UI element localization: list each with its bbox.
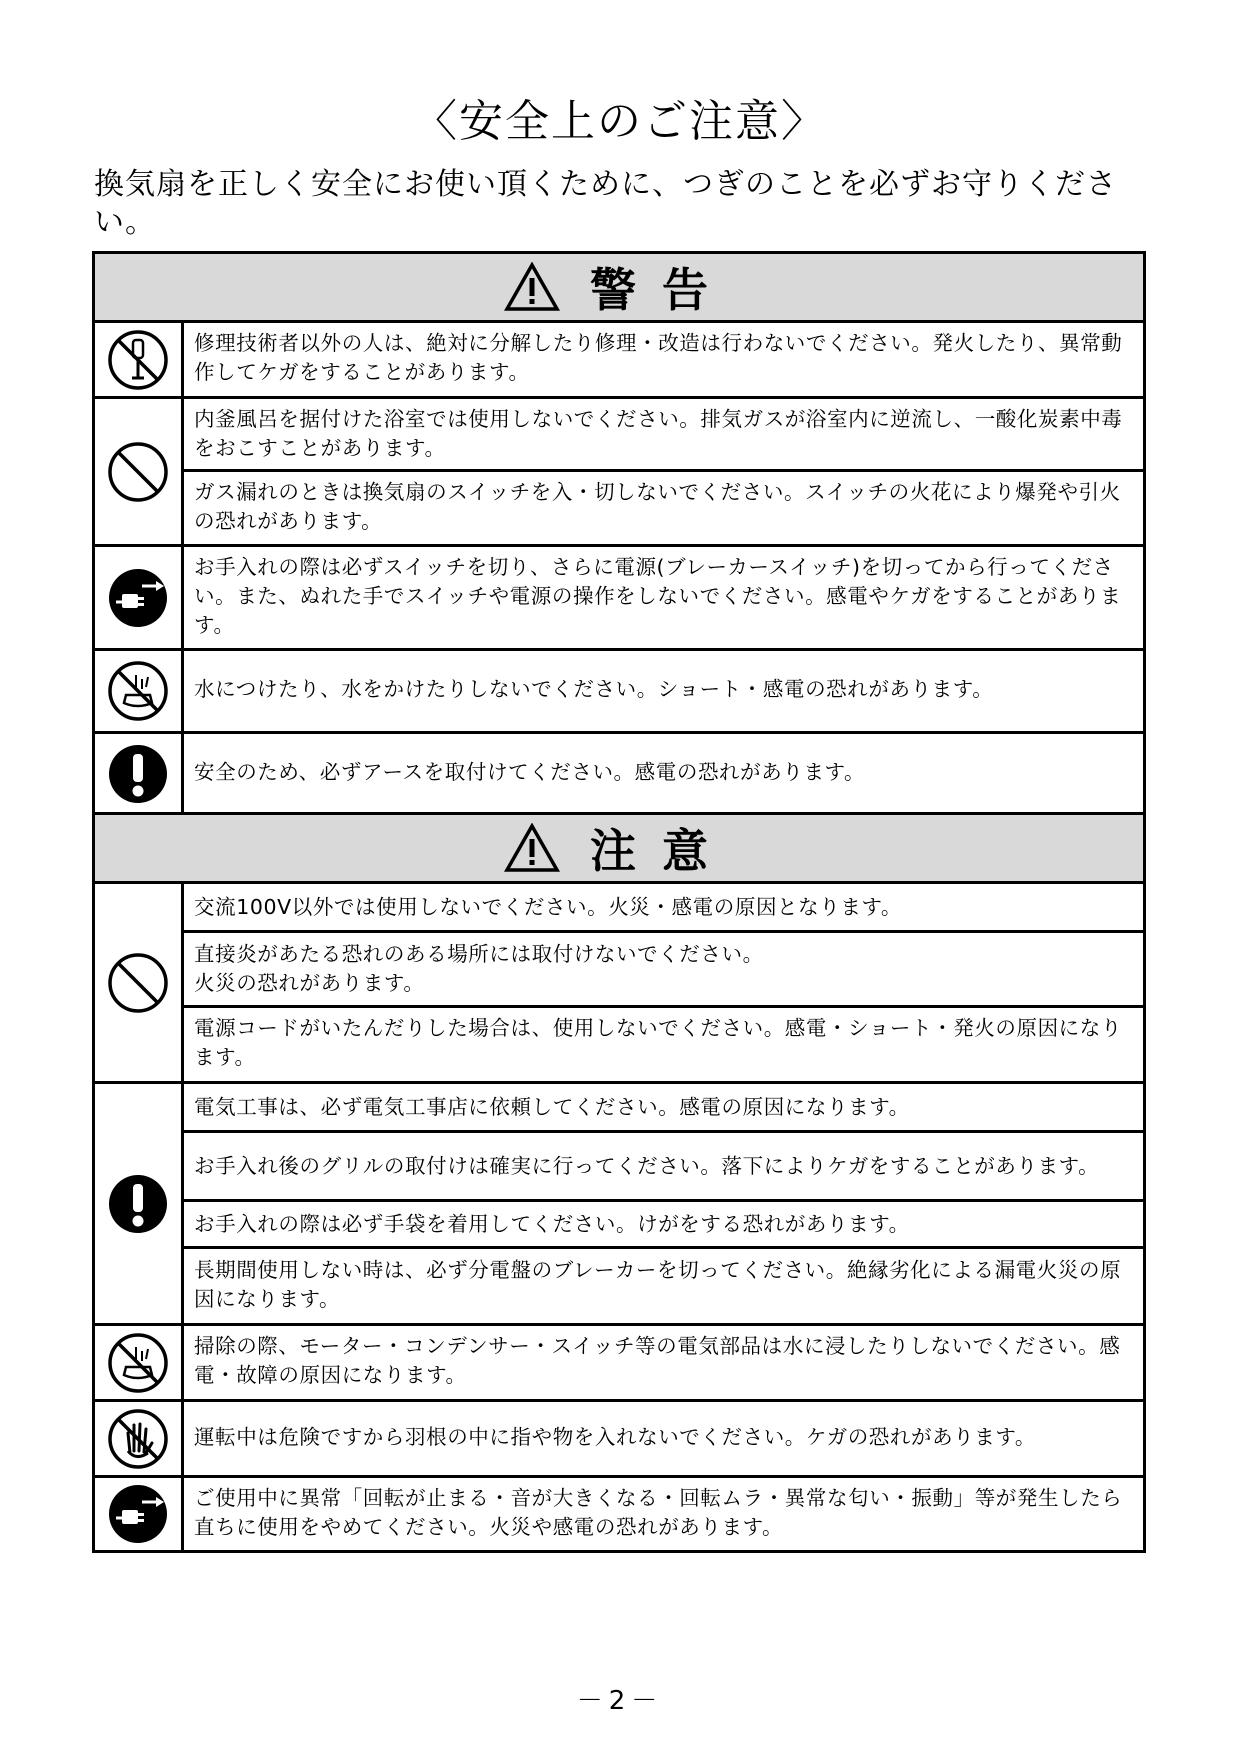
warning-group (95, 648, 1143, 731)
warning-header (95, 254, 1143, 323)
mandatory-icon (106, 742, 170, 806)
warning-group (95, 396, 1143, 544)
warning-group (95, 323, 1143, 396)
caution-row: 直接炎があたる恐れのある場所には取付けないでください。 火災の恐れがあります。 (184, 930, 1143, 1005)
caution-row: 掃除の際、モーター・コンデンサー・スイッチ等の電気部品は水に浸したりしないでください。感電・故障の原因になります。 (194, 1334, 1121, 1387)
warning-triangle-icon (504, 823, 560, 873)
no-water-icon (106, 659, 170, 723)
unplug-icon (106, 566, 170, 630)
caution-group (95, 1399, 1143, 1475)
caution-group (95, 884, 1143, 1081)
page-title: 〈安全上のご注意〉 (413, 96, 827, 147)
caution-row: 電源コードがいたんだりした場合は、使用しないでください。感電・ショート・発火の原因になります。 (184, 1005, 1143, 1078)
warning-row: 安全のため、必ずアースを取付けてください。感電の恐れがあります。 (194, 760, 866, 784)
caution-box (92, 812, 1146, 1553)
caution-row: 長期間使用しない時は、必ず分電盤のブレーカーを切ってください。絶縁劣化による漏電火災の原因になります。 (184, 1246, 1143, 1320)
caution-row: 交流100V以外では使用しないでください。火災・感電の原因となります。 (194, 894, 903, 919)
warning-row: 内釜風呂を据付けた浴室では使用しないでください。排気ガスが浴室内に逆流し、一酸化炭素中毒をおこすことがあります。 (194, 407, 1123, 460)
caution-group (95, 1323, 1143, 1399)
caution-header (95, 815, 1143, 884)
prohibited-icon (106, 951, 170, 1015)
warning-row: 修理技術者以外の人は、絶対に分解したり修理・改造は行わないでください。発火したり、異常動作してケガをすることがあります。 (194, 331, 1123, 384)
caution-title: 注意 (590, 824, 734, 878)
mandatory-icon (106, 1172, 170, 1236)
caution-row: 運転中は危険ですから羽根の中に指や物を入れないでください。ケガの恐れがあります。 (194, 1424, 1036, 1449)
caution-row: お手入れ後のグリルの取付けは確実に行ってください。落下によりケガをすることがあります。 (184, 1130, 1143, 1199)
caution-row: ご使用中に異常「回転が止まる・音が大きくなる・回転ムラ・異常な匂い・振動」等が発生したら直ちに使用をやめてください。火災や感電の恐れがあります。 (194, 1485, 1123, 1539)
caution-group (95, 1475, 1143, 1550)
warning-group (95, 731, 1143, 814)
page-number: －2－ (576, 1686, 664, 1716)
warning-row: お手入れの際は必ずスイッチを切り、さらに電源(ブレーカースイッチ)を切ってから行ってください。また、ぬれた手でスイッチや電源の操作をしないでください。感電やケガをすることがあります。 (194, 554, 1122, 637)
caution-row: 電気工事は、必ず電気工事店に依頼してください。感電の原因になります。 (194, 1094, 910, 1119)
warning-box (92, 251, 1146, 817)
warning-row: 水につけたり、水をかけたりしないでください。ショート・感電の恐れがあります。 (194, 677, 994, 701)
intro-text: 換気扇を正しく安全にお使い頂くために、つぎのことを必ずお守りください。 (94, 167, 1117, 240)
warning-title: 警告 (590, 263, 734, 317)
warning-row: ガス漏れのときは換気扇のスイッチを入・切しないでください。スイッチの火花により爆発や引火の恐れがあります。 (184, 469, 1143, 541)
no-touch-icon (106, 1407, 170, 1471)
caution-row: お手入れの際は必ず手袋を着用してください。けがをする恐れがあります。 (184, 1199, 1143, 1246)
unplug-icon (106, 1482, 170, 1546)
no-disassembly-icon (106, 328, 170, 392)
warning-triangle-icon (504, 262, 560, 312)
warning-group (95, 544, 1143, 648)
caution-group (95, 1081, 1143, 1323)
prohibited-icon (106, 440, 170, 504)
no-water-icon (106, 1331, 170, 1395)
